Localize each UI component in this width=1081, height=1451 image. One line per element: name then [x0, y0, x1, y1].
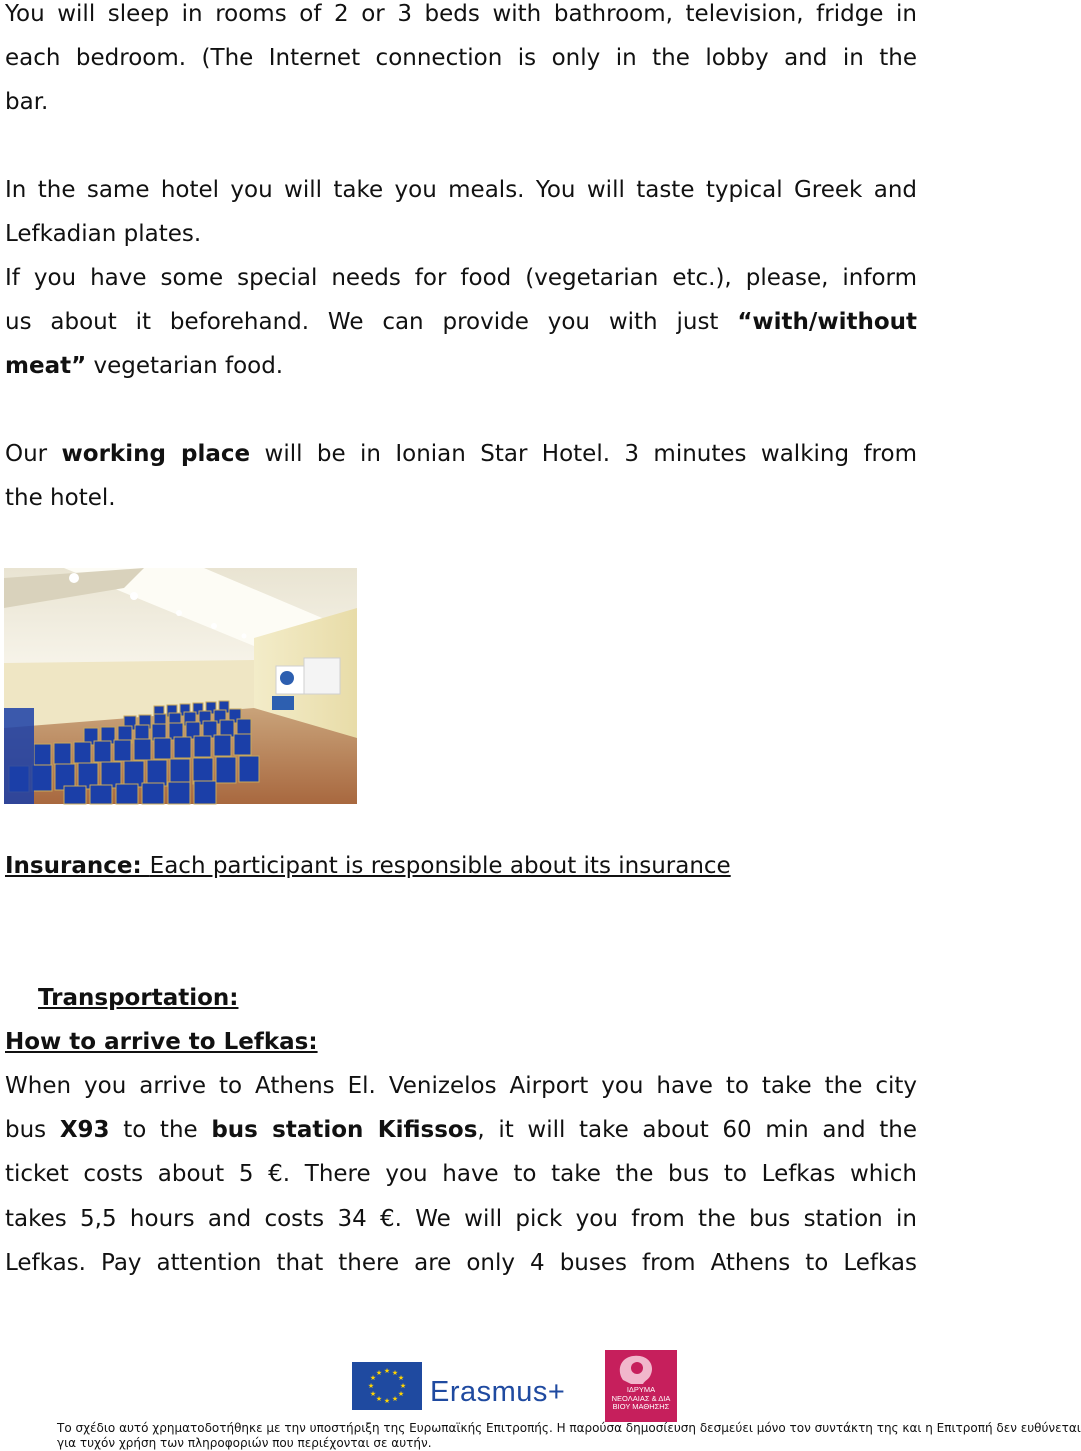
meals-line-2: Lefkadian plates. [5, 221, 202, 247]
footer-logos [352, 1350, 682, 1422]
bus-x93-bold: X93 [59, 1117, 110, 1143]
meals-line-5-text: vegetarian food. [86, 353, 284, 379]
svg-text:★: ★ [391, 1395, 399, 1403]
svg-text:★: ★ [375, 1369, 383, 1377]
working-place-suffix: will be in Ionian Star Hotel. 3 minutes walking from [250, 441, 917, 467]
meals-line-3: If you have some special needs for food (vegetarian etc.), please, inform [5, 265, 917, 291]
working-place-prefix: Our [5, 441, 62, 467]
working-place-line-2: the hotel. [5, 485, 116, 511]
working-place-line-1 [5, 440, 917, 468]
meat-bold: meat” [5, 353, 87, 379]
transport-line-1: When you arrive to Athens El. Venizelos Airport you have to take the city [5, 1073, 917, 1099]
inedivim-logo [605, 1350, 677, 1422]
accommodation-line-1: You will sleep in rooms of 2 or 3 beds with bathroom, television, fridge in [5, 1, 917, 27]
erasmus-plus-logo: Erasmus+ [430, 1376, 566, 1408]
svg-text:★: ★ [397, 1390, 405, 1398]
disclaimer-line-1: Το σχέδιο αυτό χρηματοδοτήθηκε με την υποστήριξη της Ευρωπαϊκής Επιτροπής. Η παρούσα δημοσίευση δεσμεύει μόνο τον συντάκτη της και η Επιτροπή δεν ευθύνεται [57, 1421, 1081, 1435]
transportation-heading: Transportation: [38, 985, 239, 1011]
transport-line-5: Lefkas. Pay attention that there are only 4 buses from Athens to Lefkas [5, 1250, 917, 1276]
transport-line-4: takes 5,5 hours and costs 34 €. We will pick you from the bus station in [5, 1206, 917, 1232]
svg-text:★: ★ [383, 1397, 391, 1405]
meals-line-5 [5, 352, 917, 380]
with-without-bold: “with/without [737, 309, 917, 335]
inedivim-logo-text: ΙΔΡΥΜΑ ΝΕΟΛΑΙΑΣ & ΔΙΑ ΒΙΟΥ ΜΑΘΗΣΗΣ [611, 1385, 671, 1411]
svg-text:★: ★ [367, 1382, 375, 1390]
svg-text:★: ★ [375, 1395, 383, 1403]
arrival-subheading: How to arrive to Lefkas: [5, 1029, 318, 1055]
accommodation-line-2: each bedroom. (The Internet connection is only in the lobby and in the [5, 45, 917, 71]
conference-room-photo [4, 568, 357, 804]
eu-flag-icon [352, 1362, 422, 1410]
svg-text:★: ★ [397, 1374, 405, 1382]
insurance-label: Insurance: [5, 853, 150, 879]
meals-line-4-text: us about it beforehand. We can provide you with just [5, 309, 738, 335]
transport-line-3: ticket costs about 5 €. There you have to take the bus to Lefkas which [5, 1161, 917, 1187]
svg-text:★: ★ [391, 1369, 399, 1377]
svg-text:★: ★ [369, 1374, 377, 1382]
transport-line-2: bus X93 to the bus station Kifissos, it will take about 60 min and the [5, 1117, 917, 1143]
insurance-text: Each participant is responsible about its insurance [149, 853, 731, 879]
svg-text:★: ★ [399, 1382, 407, 1390]
disclaimer-line-2: για τυχόν χρήση των πληροφοριών που περιέχονται σε αυτήν. [57, 1436, 432, 1450]
working-place-bold: working place [61, 441, 251, 467]
svg-text:★: ★ [383, 1367, 391, 1375]
svg-text:★: ★ [369, 1390, 377, 1398]
accommodation-line-3: bar. [5, 89, 49, 115]
insurance-line [5, 852, 917, 880]
meals-line-4 [5, 308, 917, 336]
meals-line-1: In the same hotel you will take you meals. You will taste typical Greek and [5, 177, 917, 203]
bus-station-kifissos-bold: bus station Kifissos [211, 1117, 478, 1143]
